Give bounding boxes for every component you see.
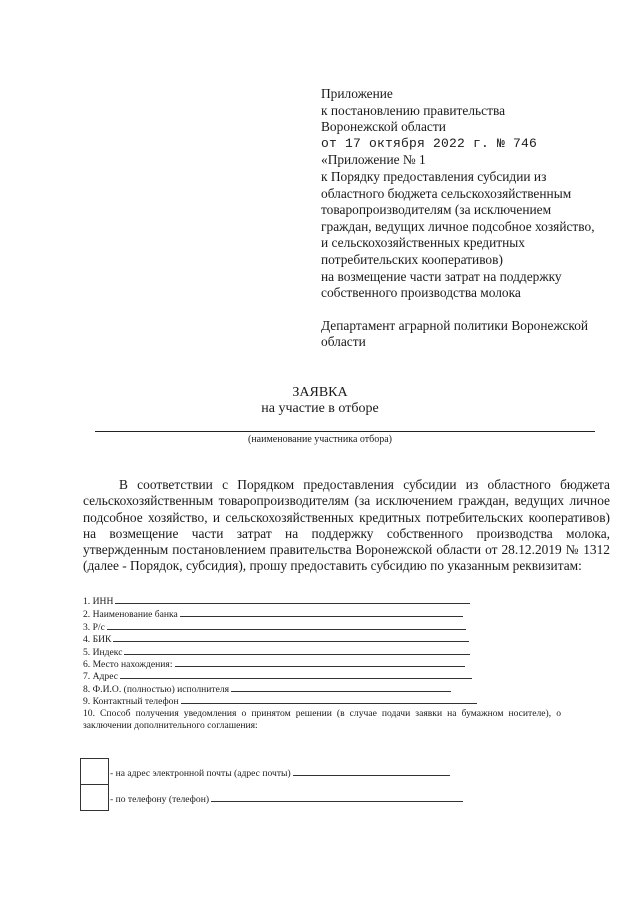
field-label: 3. Р/с — [83, 622, 105, 633]
field-line[interactable] — [231, 682, 451, 692]
field-label: 9. Контактный телефон — [83, 696, 179, 707]
email-option — [110, 766, 450, 779]
document-title: ЗАЯВКА — [292, 385, 348, 400]
body-paragraph — [83, 477, 610, 575]
department-line: Департамент аграрной политики Воронежской — [321, 317, 589, 333]
field-line[interactable] — [124, 645, 470, 655]
email-option-checkbox[interactable] — [80, 758, 109, 785]
field-line[interactable] — [120, 669, 472, 679]
appendix-line: товаропроизводителям (за исключением — [321, 202, 552, 218]
document-subtitle: на участие в отборе — [261, 401, 379, 416]
field-label: 6. Место нахождения: — [83, 659, 173, 670]
field-phone[interactable] — [83, 694, 477, 708]
field-line[interactable] — [180, 607, 463, 617]
phone-number-line[interactable] — [211, 792, 463, 802]
phone-option-label: - по телефону (телефон) — [110, 794, 210, 805]
body-paragraph-text: В соответствии с Порядком предоставления субсидии из областного бюджета сельскохозяйственным товаропроизводителям (за исключением граждан, ведущих личное подсобное хозяйство, и сельскохозяйственных кредитных потребительских кооперативов) на возмещение части затрат на поддержку собственного производства молока, утвержденным постановлением правительства Воронежской области от 28.12.2019 № 1312 (далее - Порядок, субсидия), прошу предоставить субсидию по указанным реквизитам: — [83, 477, 610, 574]
appendix-line: областного бюджета сельскохозяйственным — [321, 185, 572, 201]
field-line[interactable] — [107, 620, 466, 630]
department-line: области — [321, 334, 366, 350]
appendix-line: граждан, ведущих личное подсобное хозяйство, — [321, 218, 595, 234]
field-label: 2. Наименование банка — [83, 609, 178, 620]
notification-method-text: 10. Способ получения уведомления о принятом решении (в случае подачи заявки на бумажном носителе), о заключении дополнительного соглашения: — [83, 708, 561, 732]
field-line[interactable] — [113, 632, 469, 642]
field-line[interactable] — [115, 594, 470, 604]
field-label: 1. ИНН — [83, 596, 114, 607]
participant-name-line[interactable] — [95, 431, 595, 432]
header-line: к постановлению правительства — [321, 102, 506, 118]
header-line: Приложение — [321, 86, 393, 101]
field-line[interactable] — [175, 657, 465, 667]
email-address-line[interactable] — [293, 766, 450, 776]
appendix-line: собственного производства молока — [321, 285, 521, 301]
field-label: 4. БИК — [83, 634, 112, 645]
appendix-line: и сельскохозяйственных кредитных — [321, 235, 525, 251]
phone-option-checkbox[interactable] — [80, 784, 109, 811]
field-label: 7. Адрес — [83, 671, 118, 682]
appendix-line: «Приложение № 1 — [321, 152, 426, 168]
header-date-line: от 17 октября 2022 г. № 746 — [321, 135, 538, 151]
phone-option — [110, 792, 463, 805]
header-line: Воронежской области — [321, 119, 446, 135]
participant-caption: (наименование участника отбора) — [248, 434, 392, 445]
field-label: 5. Индекс — [83, 647, 123, 658]
email-option-label: - на адрес электронной почты (адрес почты) — [110, 768, 291, 779]
document-header — [321, 86, 621, 351]
appendix-line: на возмещение части затрат на поддержку — [321, 268, 562, 284]
field-line[interactable] — [181, 694, 477, 704]
field-label: 8. Ф.И.О. (полностью) исполнителя — [83, 684, 230, 695]
appendix-line: потребительских кооперативов) — [321, 251, 503, 267]
appendix-line: к Порядку предоставления субсидии из — [321, 168, 547, 184]
